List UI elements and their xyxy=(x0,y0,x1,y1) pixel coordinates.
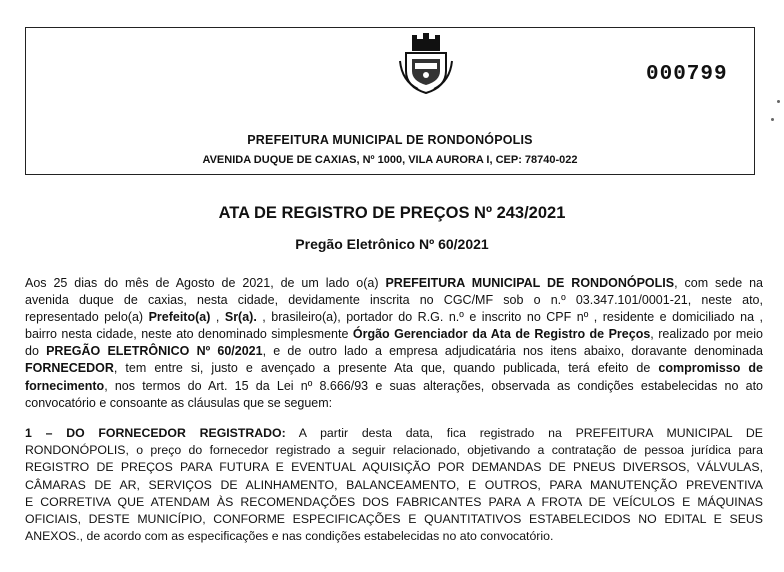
scan-artifact xyxy=(777,100,780,103)
text-line: FORNECEDOR, tem entre si, justo e avençado a presente Ata que, quando publicada, terá efeito de compromisso de xyxy=(25,361,763,376)
clause-heading: 1 – DO FORNECEDOR REGISTRADO: xyxy=(25,426,286,440)
office-address: AVENIDA DUQUE DE CAXIAS, Nº 1000, VILA AURORA I, CEP: 78740-022 xyxy=(202,154,578,166)
text-line: Aos 25 dias do mês de Agosto de 2021, de um lado o(a) PREFEITURA MUNICIPAL DE RONDONÓPOLIS, com sede na xyxy=(25,276,763,290)
text-line: E CORRETIVA QUE ATENDAM ÀS RECOMENDAÇÕES DOS FABRICANTES PARA A FROTA DE VEÍCULOS E MÁQUINAS xyxy=(25,494,763,509)
document-title: ATA DE REGISTRO DE PREÇOS Nº 243/2021 xyxy=(218,204,566,222)
text-line: REGISTRO DE PREÇOS PARA FUTURA E EVENTUAL AQUISIÇÃO POR DEMANDAS DE PNEUS DIVERSOS, VÁLVULAS, xyxy=(25,460,763,475)
text-line: do PREGÃO ELETRÔNICO Nº 60/2021, e de outro lado a empresa adjudicatária nos itens abaixo, doravante denominada xyxy=(25,344,763,359)
document-number: 000799 xyxy=(646,63,728,86)
text-line: avenida duque de caxias, nesta cidade, devidamente inscrita no CGC/MF sob o n.º 03.347.101/0001-21, neste ato, xyxy=(25,293,763,308)
scan-artifact xyxy=(771,118,774,121)
text-line: convocatório e consoante as cláusulas que se seguem: xyxy=(25,395,333,410)
text-line: bairro nesta cidade, neste ato denominado simplesmente Órgão Gerenciador da Ata de Registro de Preços, realizado por meio xyxy=(25,327,763,342)
document-subtitle: Pregão Eletrônico Nº 60/2021 xyxy=(295,236,489,252)
clause-1-paragraph xyxy=(25,425,763,545)
text-line: OFICIAIS, DESTE MUNICÍPIO, CONFORME ESPECIFICAÇÕES E QUANTITATIVOS ESTABELECIDOS NO EDITAL E SEUS xyxy=(25,512,763,527)
text-line: 1 – DO FORNECEDOR REGISTRADO: A partir desta data, fica registrado na PREFEITURA MUNICIPAL DE xyxy=(25,426,763,440)
intro-paragraph xyxy=(25,275,763,412)
text-line: fornecimento, nos termos do Art. 15 da Lei nº 8.666/93 e suas alterações, observada as condições estabelecidas no ato xyxy=(25,378,763,393)
text-line: representado pelo(a) Prefeito(a) , Sr(a). , brasileiro(a), portador do R.G. n.º e inscrito no CPF nº , residente e domiciliado na , xyxy=(25,310,763,325)
text-line: RONDONÓPOLIS, o preço do fornecedor registrado a seguir relacionado, objetivando a contratação de pessoa jurídica para xyxy=(25,443,763,458)
text-line: CÂMARAS DE AR, SERVIÇOS DE ALINHAMENTO, BALANCEAMENTO, E OUTROS, PARA MANUTENÇÃO PREVENTIVA xyxy=(25,477,763,492)
letterhead-box xyxy=(25,27,755,175)
text-line: ANEXOS., de acordo com as especificações e nas condições estabelecidas no ato convocatório. xyxy=(25,529,554,544)
municipal-crest-icon xyxy=(398,31,454,95)
office-name: PREFEITURA MUNICIPAL DE RONDONÓPOLIS xyxy=(247,133,533,147)
